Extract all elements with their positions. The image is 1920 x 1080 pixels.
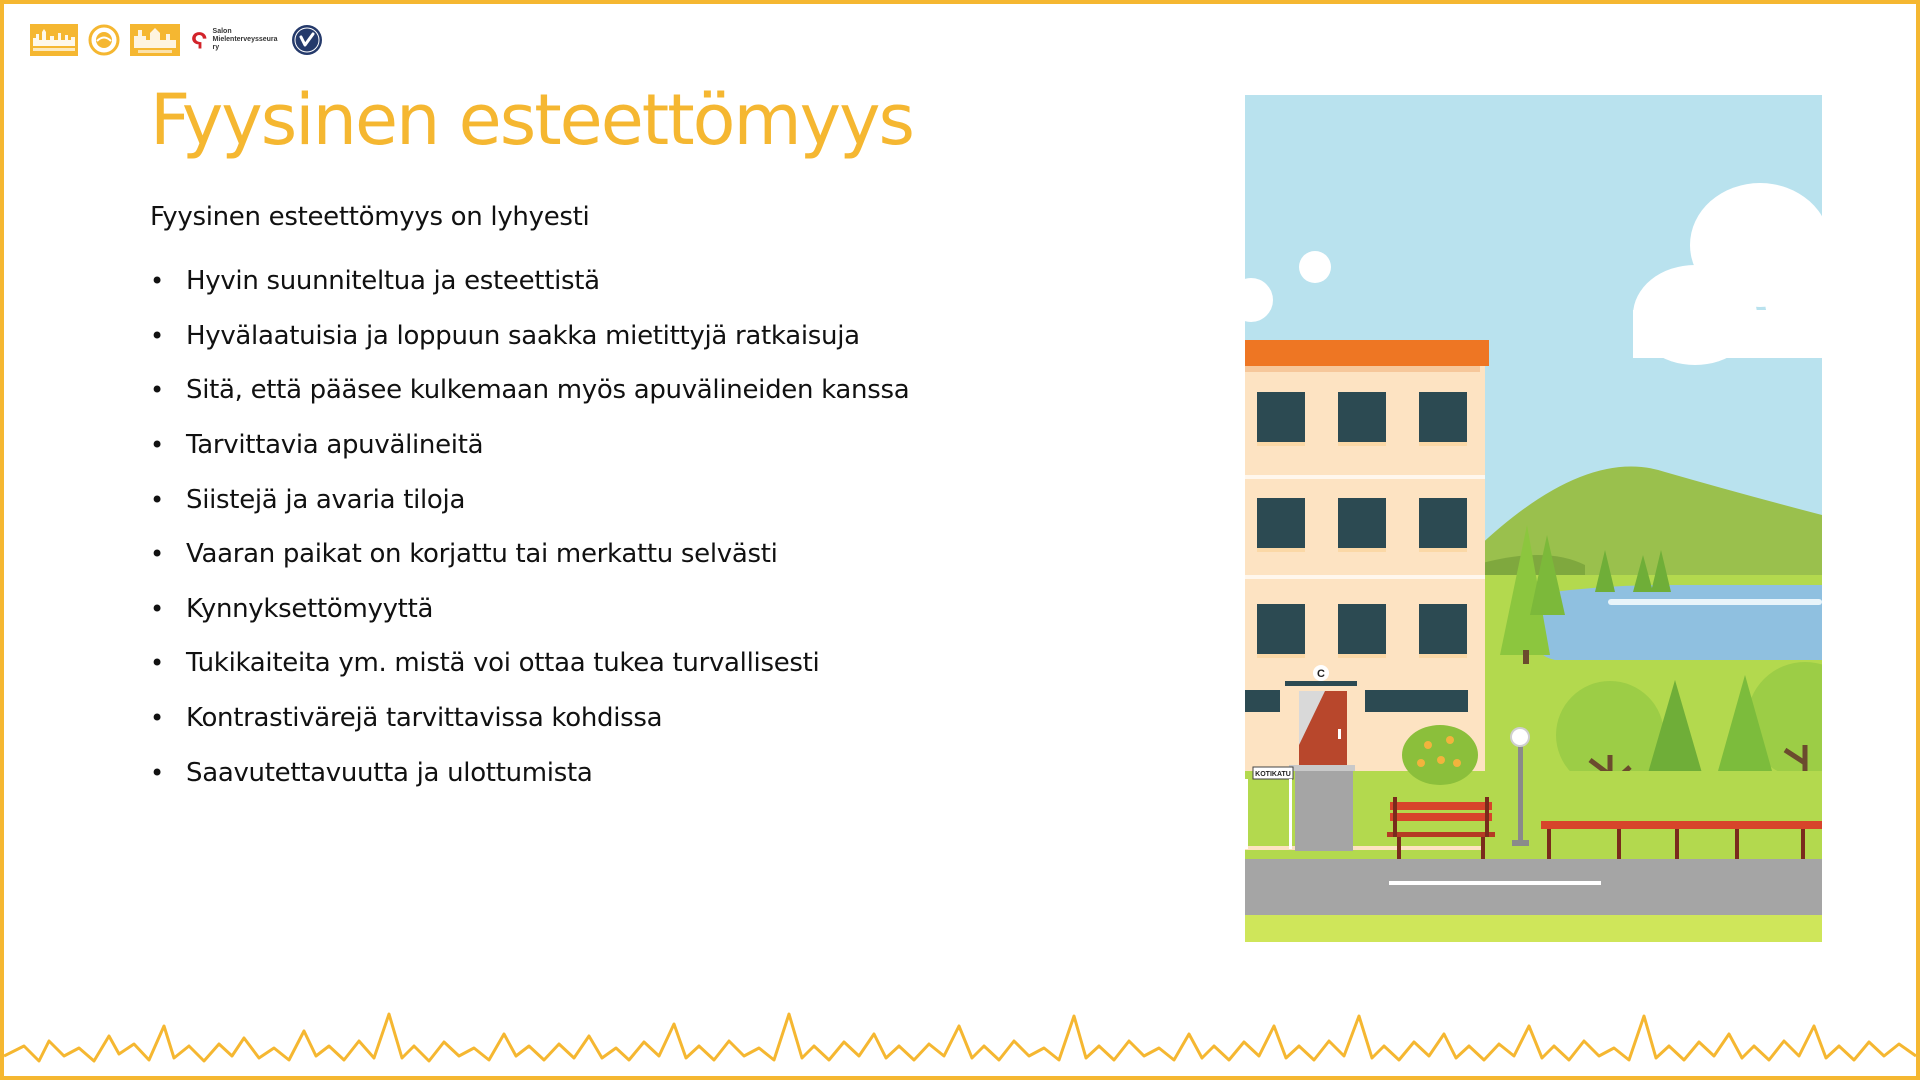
list-item: • Sitä, että pääsee kulkemaan myös apuvälineiden kanssa (150, 375, 910, 406)
lake-icon (1534, 585, 1822, 660)
bullet-icon: • (150, 540, 164, 569)
list-item: • Hyvälaatuisia ja loppuun saakka mietittyjä ratkaisuja (150, 320, 860, 351)
list-item: • Kynnyksettömyyttä (150, 593, 434, 624)
town-logo-2-icon (130, 24, 180, 56)
bullet-icon: • (150, 649, 164, 678)
association-name: Salon Mielenterveysseura ry (212, 28, 278, 51)
bullet-icon: • (150, 485, 164, 514)
list-item: • Tarvittavia apuvälineitä (150, 430, 484, 461)
logo-strip (30, 20, 324, 60)
association-logo-icon (190, 24, 280, 56)
skyline-border (4, 986, 1916, 1076)
bullet-icon: • (150, 704, 164, 733)
building-illustration (1245, 95, 1822, 942)
list-item: • Vaaran paikat on korjattu tai merkattu selvästi (150, 539, 778, 570)
page-title: Fyysinen esteettömyys (150, 79, 913, 161)
list-item: • Siistejä ja avaria tiloja (150, 484, 466, 515)
town-logo-icon (30, 24, 78, 56)
bullet-icon: • (150, 431, 164, 460)
bullet-icon: • (150, 267, 164, 296)
svg-text:KOTIKATU: KOTIKATU (1255, 771, 1291, 778)
list-item: • Tukikaiteita ym. mistä voi ottaa tukea turvallisesti (150, 648, 820, 679)
list-item: • Hyvin suunniteltua ja esteettistä (150, 266, 600, 297)
bullet-icon: • (150, 321, 164, 350)
badge-logo-icon (290, 24, 324, 56)
list-item: • Kontrastivärejä tarvittavissa kohdissa (150, 703, 663, 734)
intro-text: Fyysinen esteettömyys on lyhyesti (150, 202, 590, 232)
circle-logo-icon (88, 24, 120, 56)
bullet-icon: • (150, 758, 164, 787)
list-item: • Saavutettavuutta ja ulottumista (150, 757, 593, 788)
bullet-list (150, 254, 909, 800)
bullet-icon: • (150, 376, 164, 405)
road (1245, 859, 1822, 915)
door-letter: C (1317, 668, 1325, 680)
bush-icon (1402, 725, 1478, 785)
bullet-icon: • (150, 594, 164, 623)
